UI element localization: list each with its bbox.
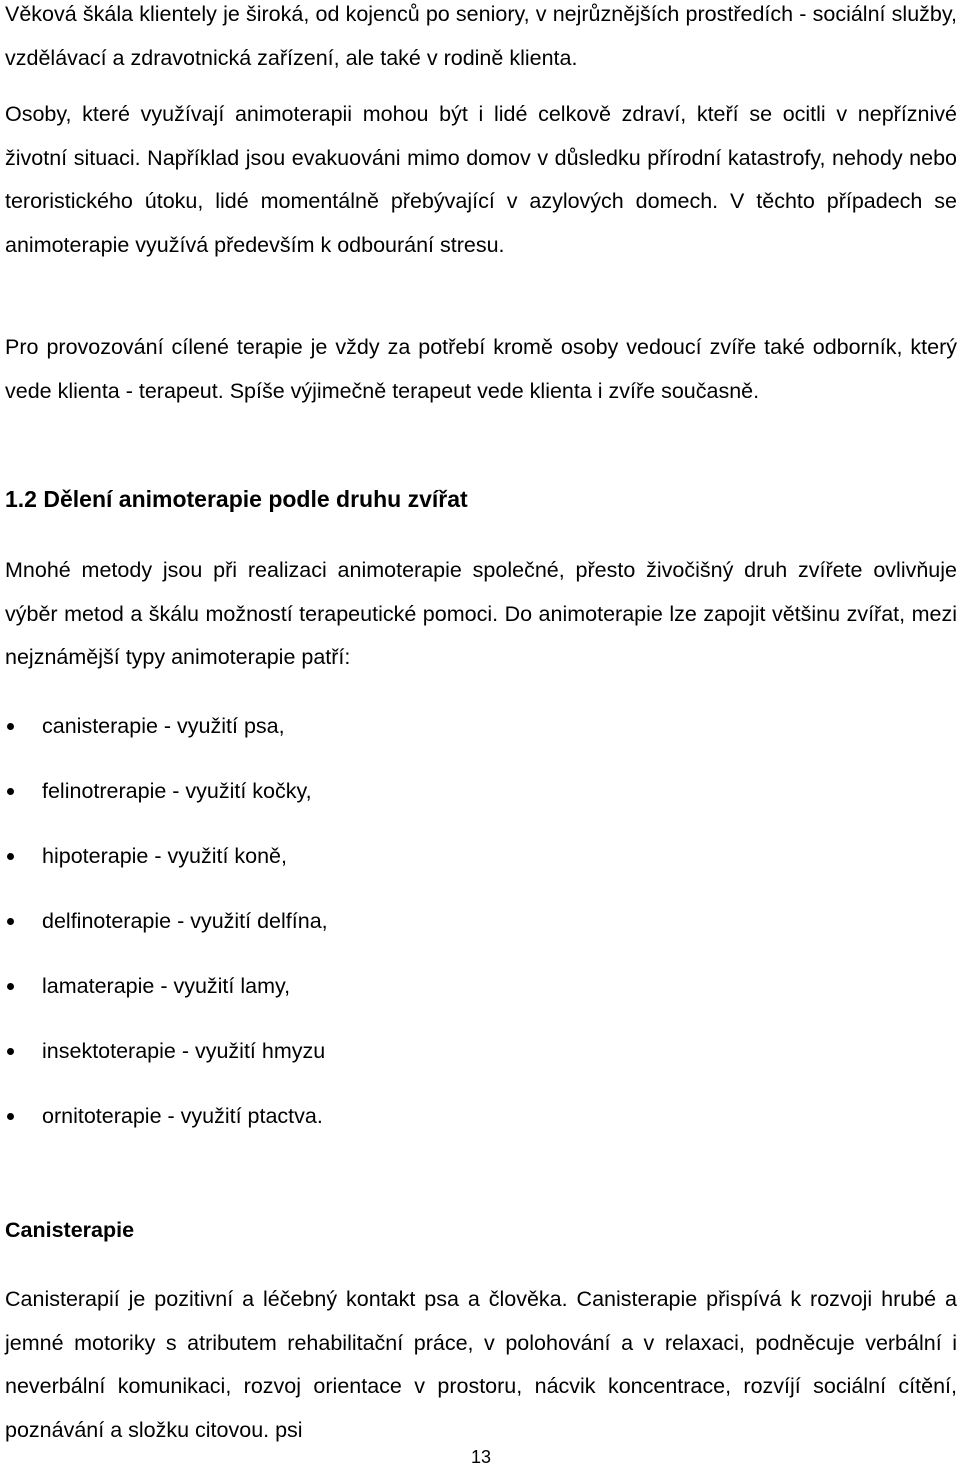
list-item xyxy=(5,1033,328,1098)
list-item-text: lamaterapie - využití lamy, xyxy=(42,974,291,998)
list-item xyxy=(5,708,328,773)
list-item-text: hipoterapie - využití koně, xyxy=(42,844,287,868)
bullet-icon xyxy=(7,788,14,795)
list-item-text: felinotrerapie - využití kočky, xyxy=(42,779,312,803)
list-item-text: delfinoterapie - využití delfína, xyxy=(42,909,328,933)
bullet-icon xyxy=(7,983,14,990)
list-item xyxy=(5,838,328,903)
paragraph-canisterapie: Canisterapií je pozitivní a léčebný kontakt psa a člověka. Canisterapie přispívá k rozvoji hrubé a jemné motoriky s atributem rehabilitační práce, v polohování a v relaxaci, podněcuje verbální i neverbální komunikaci, rozvoj orientace v prostoru, nácvik koncentrace, rozvíjí sociální cítění, poznávání a složku citovou. psi xyxy=(5,1287,957,1442)
list-item xyxy=(5,903,328,968)
list-item-text: canisterapie - využití psa, xyxy=(42,714,285,738)
paragraph-therapist-role: Pro provozování cílené terapie je vždy za potřebí kromě osoby vedoucí zvíře také odborník, který vede klienta - terapeut. Spíše výjimečně terapeut vede klienta i zvíře současně. xyxy=(5,335,957,403)
paragraph-healthy-clients: Osoby, které využívají animoterapii mohou být i lidé celkově zdraví, kteří se ocitli v nepříznivé životní situaci. Například jsou evakuováni mimo domov v důsledku přírodní katastrofy, nehody nebo teroristického útoku, lidé momentálně přebývající v azylových domech. V těchto případech se animoterapie využívá především k odbourání stresu. xyxy=(5,102,957,257)
bullet-icon xyxy=(7,1113,14,1120)
list-item xyxy=(5,1098,328,1163)
paragraph-animal-types-intro: Mnohé metody jsou při realizaci animoterapie společné, přesto živočišný druh zvířete ovlivňuje výběr metod a škálu možností terapeutické pomoci. Do animoterapie lze zapojit většinu zvířat, mezi nejznámější typy animoterapie patří: xyxy=(5,558,957,669)
bullet-icon xyxy=(7,853,14,860)
bullet-icon xyxy=(7,1048,14,1055)
list-item-text: insektoterapie - využití hmyzu xyxy=(42,1039,326,1063)
section-heading: 1.2 Dělení animoterapie podle druhu zvířat xyxy=(5,486,468,512)
therapy-types-list xyxy=(5,708,328,1163)
subsection-heading-canisterapie: Canisterapie xyxy=(5,1218,135,1242)
bullet-icon xyxy=(7,723,14,730)
paragraph-client-age-range: Věková škála klientely je široká, od kojenců po seniory, v nejrůznějších prostředích - sociální služby, vzdělávací a zdravotnická zařízení, ale také v rodině klienta. xyxy=(5,2,957,70)
list-item xyxy=(5,968,328,1033)
list-item xyxy=(5,773,328,838)
list-item-text: ornitoterapie - využití ptactva. xyxy=(42,1104,323,1128)
bullet-icon xyxy=(7,918,14,925)
page-number: 13 xyxy=(470,1447,492,1467)
document-page xyxy=(5,0,957,1466)
